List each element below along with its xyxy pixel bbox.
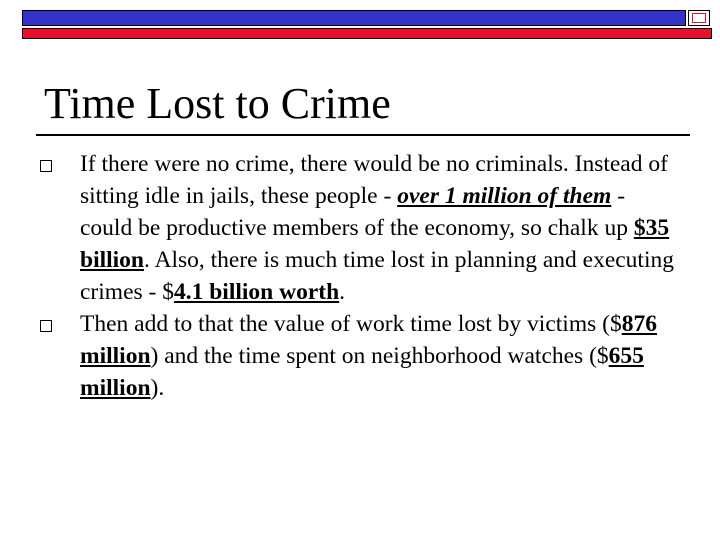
bullet-1-emphasis-4b: 4.1 billion worth xyxy=(173,279,340,305)
bullet-1-text-d: . xyxy=(339,279,346,305)
top-blue-bar xyxy=(22,10,686,26)
square-bullet-icon xyxy=(40,320,52,332)
bullet-1-text-c: . Also, there is much time lost in planning and executing crimes - $ xyxy=(80,247,674,305)
bullet-2-emphasis-655m: 655 million xyxy=(80,343,644,401)
top-red-bar xyxy=(22,28,712,39)
square-bullet-icon xyxy=(40,160,52,172)
bullet-1-text-a: If there were no crime, there would be no criminals. Instead of sitting idle in jails, these people - xyxy=(80,151,668,209)
bullet-1-emphasis-35b: $35 billion xyxy=(80,215,670,273)
bullet-item-1 xyxy=(36,148,676,308)
corner-box-decoration xyxy=(688,10,710,26)
title-divider xyxy=(36,134,690,136)
bullet-2-text-c: ). xyxy=(150,375,165,401)
bullet-2-emphasis-876m: 876 million xyxy=(80,311,657,369)
bullet-list xyxy=(36,148,676,404)
bullet-2-text-b: ) and the time spent on neighborhood watches ($ xyxy=(150,343,609,369)
slide-title: Time Lost to Crime xyxy=(44,79,391,128)
bullet-2-text-a: Then add to that the value of work time lost by victims ($ xyxy=(80,311,622,337)
bullet-1-emphasis-count: over 1 million of them xyxy=(397,183,612,209)
bullet-item-2 xyxy=(36,308,676,404)
bullet-1-text-b: - could be productive members of the economy, so chalk up xyxy=(80,183,634,241)
